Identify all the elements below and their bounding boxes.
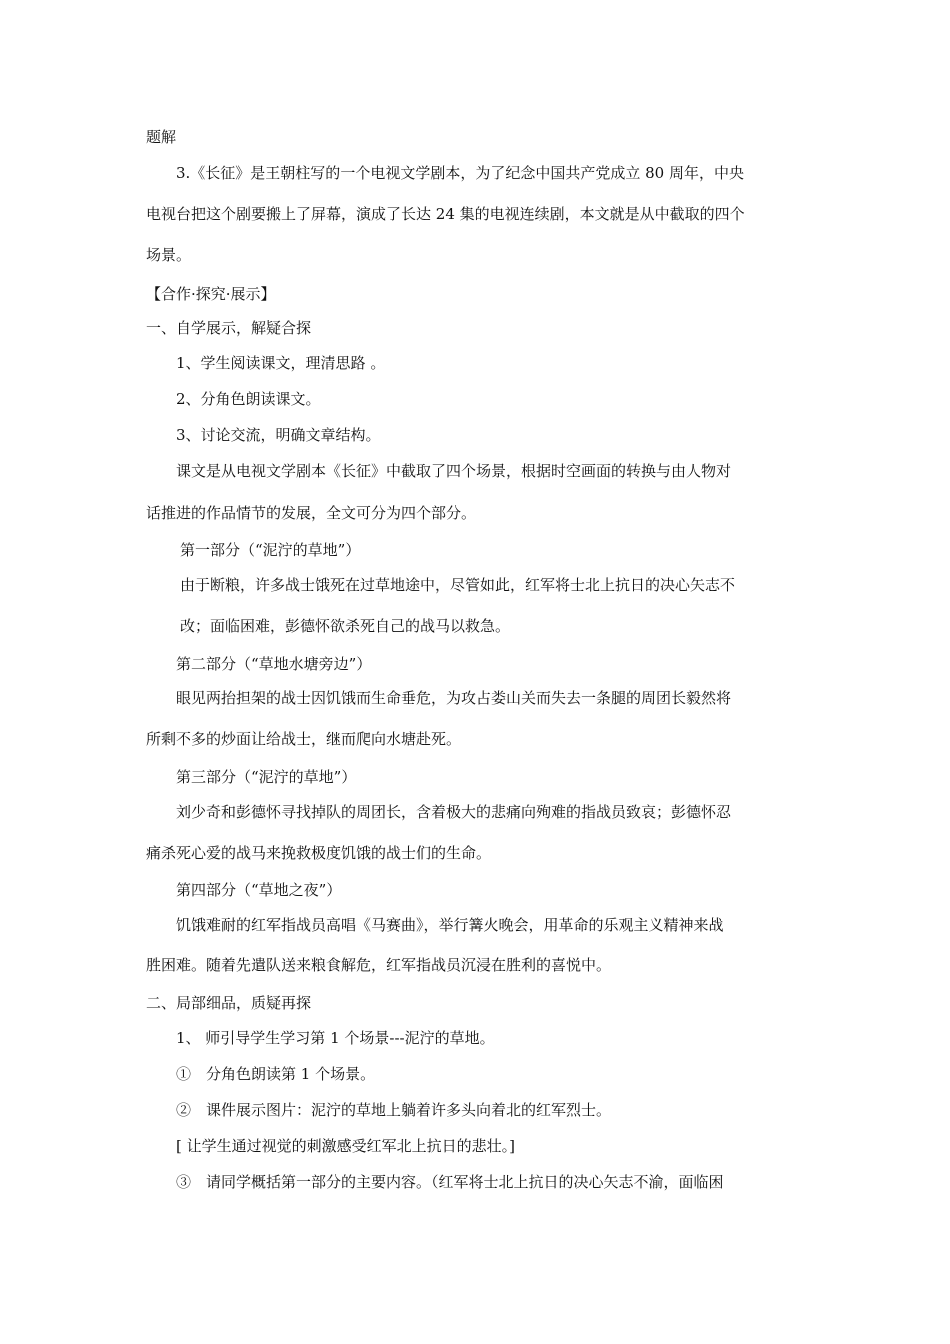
list-item: ③ 请同学概括第一部分的主要内容。（红军将士北上抗日的决心矢志不渝，面临困 <box>176 1173 724 1191</box>
part-heading: 第三部分（“泥泞的草地”） <box>176 768 357 786</box>
paragraph-line: 电视台把这个剧要搬上了屏幕，演成了长达 24 集的电视连续剧，本文就是从中截取的四个 <box>146 205 745 223</box>
heading-tijie: 题解 <box>146 128 177 146</box>
paragraph-line: 胜困难。随着先遣队送来粮食解危，红军指战员沉浸在胜利的喜悦中。 <box>146 956 612 974</box>
list-item: ② 课件展示图片：泥泞的草地上躺着许多头向着北的红军烈士。 <box>176 1101 612 1119</box>
paragraph-line: 场景。 <box>146 246 192 264</box>
list-item: 1、学生阅读课文，理清思路 。 <box>176 354 386 372</box>
part-heading: 第二部分（“草地水塘旁边”） <box>176 655 372 673</box>
section-heading: 二、局部细品，质疑再探 <box>146 994 312 1012</box>
section-heading: 【合作·探究·展示】 <box>146 285 276 303</box>
paragraph-line: 饥饿难耐的红军指战员高唱《马赛曲》，举行篝火晚会，用革命的乐观主义精神来战 <box>176 916 724 934</box>
paragraph-line: 话推进的作品情节的发展，全文可分为四个部分。 <box>146 504 477 522</box>
paragraph-line: 由于断粮，许多战士饿死在过草地途中，尽管如此，红军将士北上抗日的决心矢志不 <box>180 576 736 594</box>
list-item: 3、讨论交流，明确文章结构。 <box>176 426 381 444</box>
paragraph-line: 改；面临困难，彭德怀欲杀死自己的战马以救急。 <box>180 617 511 635</box>
list-item: 2、分角色朗读课文。 <box>176 390 321 408</box>
note-line: [ 让学生通过视觉的刺激感受红军北上抗日的悲壮。] <box>176 1137 515 1155</box>
part-heading: 第四部分（“草地之夜”） <box>176 881 342 899</box>
section-heading: 一、自学展示，解疑合探 <box>146 319 312 337</box>
paragraph-line: 3.《长征》是王朝柱写的一个电视文学剧本，为了纪念中国共产党成立 80 周年，中央 <box>176 164 744 182</box>
list-item: 1、 师引导学生学习第 1 个场景---泥泞的草地。 <box>176 1029 495 1047</box>
part-heading: 第一部分（“泥泞的草地”） <box>180 541 361 559</box>
paragraph-line: 所剩不多的炒面让给战士，继而爬向水塘赴死。 <box>146 730 462 748</box>
paragraph-line: 课文是从电视文学剧本《长征》中截取了四个场景，根据时空画面的转换与由人物对 <box>176 462 732 480</box>
paragraph-line: 眼见两抬担架的战士因饥饿而生命垂危，为攻占娄山关而失去一条腿的周团长毅然将 <box>176 689 732 707</box>
paragraph-line: 痛杀死心爱的战马来挽救极度饥饿的战士们的生命。 <box>146 844 492 862</box>
paragraph-line: 刘少奇和彭德怀寻找掉队的周团长，含着极大的悲痛向殉难的指战员致哀；彭德怀忍 <box>176 803 732 821</box>
list-item: ① 分角色朗读第 1 个场景。 <box>176 1065 376 1083</box>
